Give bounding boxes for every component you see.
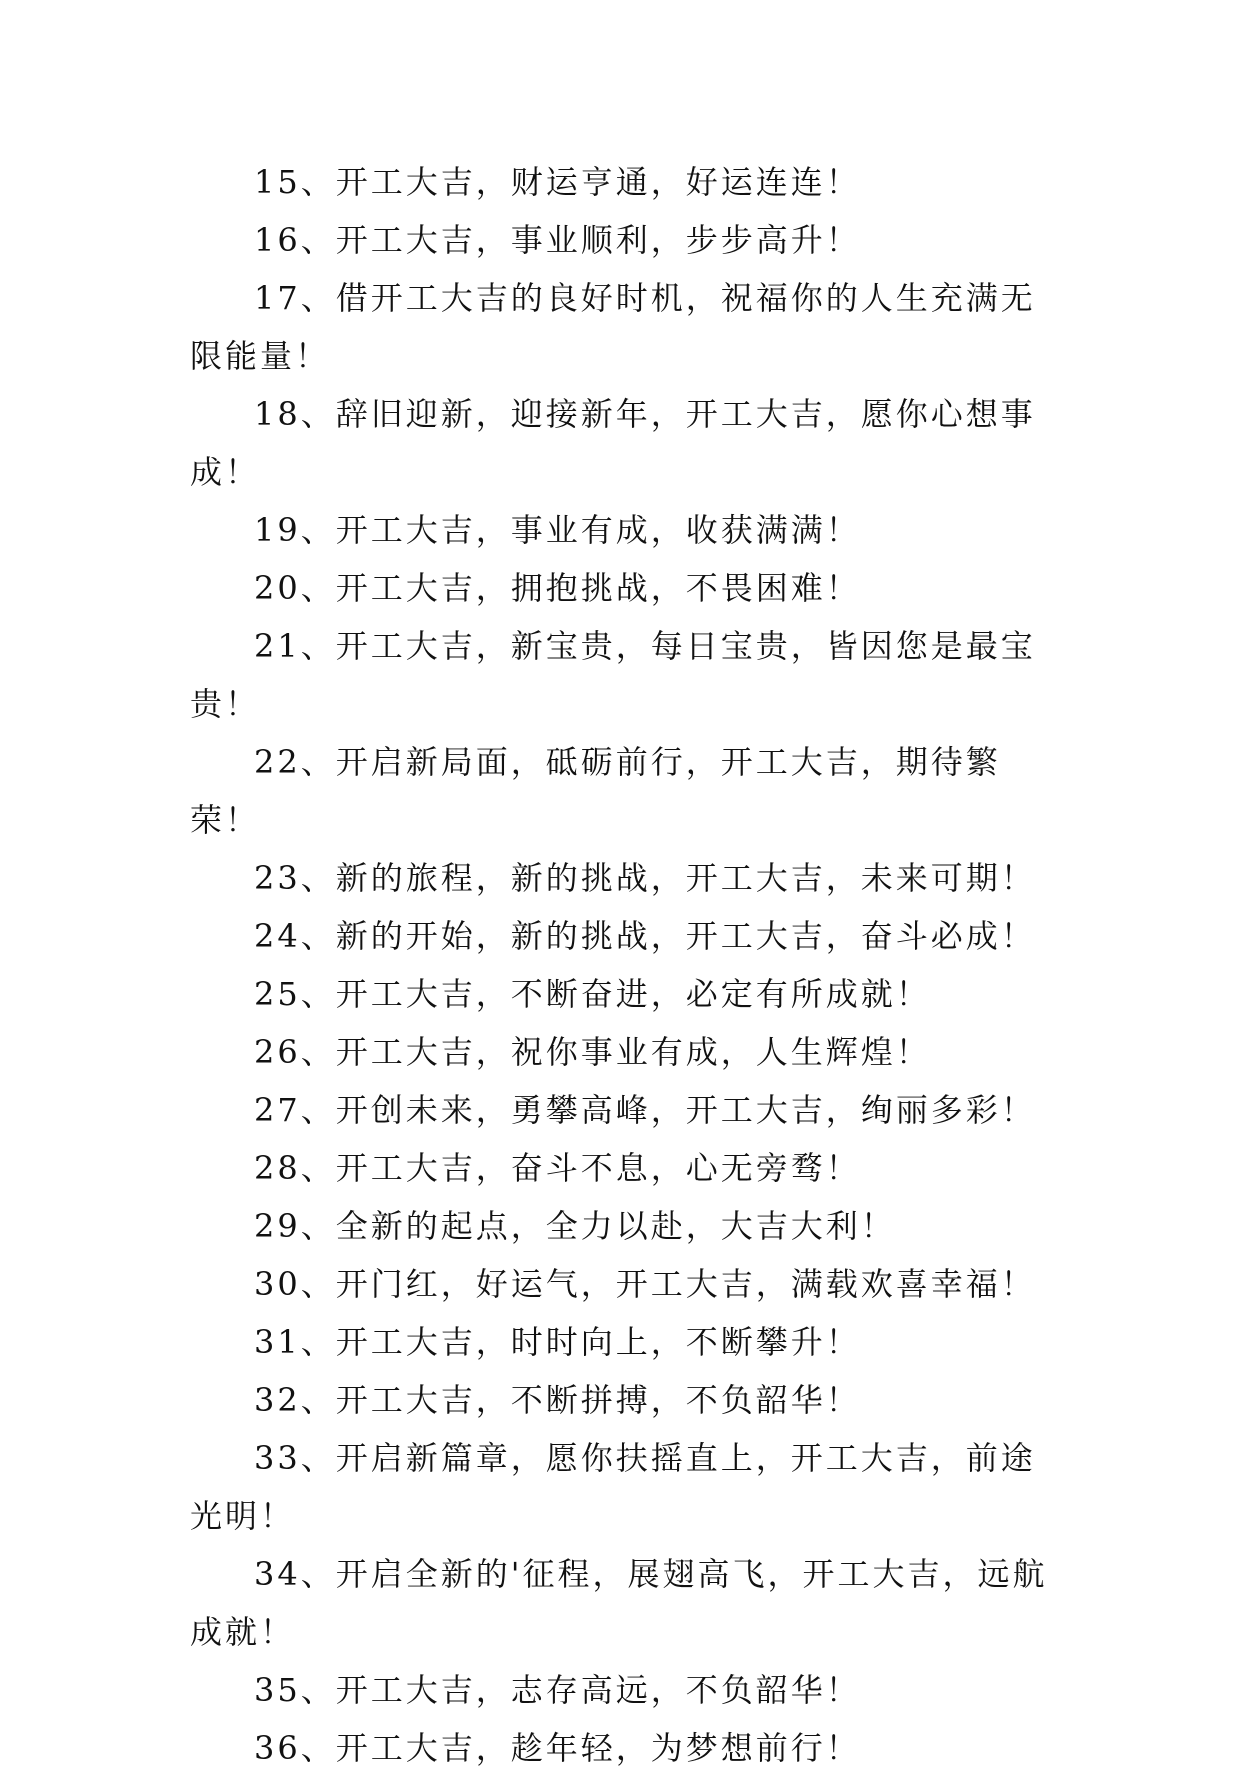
list-item: 22、开启新局面，砥砺前行，开工大吉，期待繁荣！ xyxy=(190,743,1001,839)
list-item: 23、新的旅程，新的挑战，开工大吉，未来可期！ xyxy=(254,859,1036,897)
document-body xyxy=(190,153,1050,1777)
list-item: 33、开启新篇章，愿你扶摇直上，开工大吉，前途光明！ xyxy=(190,1439,1036,1535)
list-item: 27、开创未来，勇攀高峰，开工大吉，绚丽多彩！ xyxy=(254,1091,1036,1129)
list-item: 35、开工大吉，志存高远，不负韶华！ xyxy=(254,1671,861,1709)
list-item: 36、开工大吉，趁年轻，为梦想前行！ xyxy=(254,1729,861,1767)
list-item: 15、开工大吉，财运亨通，好运连连！ xyxy=(254,163,861,201)
list-item: 17、借开工大吉的良好时机，祝福你的人生充满无限能量！ xyxy=(190,279,1036,375)
list-item: 18、辞旧迎新，迎接新年，开工大吉，愿你心想事成！ xyxy=(190,395,1036,491)
list-item: 16、开工大吉，事业顺利，步步高升！ xyxy=(254,221,861,259)
list-item: 31、开工大吉，时时向上，不断攀升！ xyxy=(254,1323,861,1361)
list-item: 21、开工大吉，新宝贵，每日宝贵，皆因您是最宝贵！ xyxy=(190,627,1036,723)
list-item: 32、开工大吉，不断拼搏，不负韶华！ xyxy=(254,1381,861,1419)
list-item: 25、开工大吉，不断奋进，必定有所成就！ xyxy=(254,975,931,1013)
list-item: 29、全新的起点，全力以赴，大吉大利！ xyxy=(254,1207,896,1245)
list-item: 30、开门红，好运气，开工大吉，满载欢喜幸福！ xyxy=(254,1265,1036,1303)
list-item: 19、开工大吉，事业有成，收获满满！ xyxy=(254,511,861,549)
list-item: 20、开工大吉，拥抱挑战，不畏困难！ xyxy=(254,569,861,607)
list-item: 34、开启全新的'征程，展翅高飞，开工大吉，远航成就！ xyxy=(190,1555,1048,1651)
list-item: 28、开工大吉，奋斗不息，心无旁骛！ xyxy=(254,1149,861,1187)
list-item: 24、新的开始，新的挑战，开工大吉，奋斗必成！ xyxy=(254,917,1036,955)
list-item: 26、开工大吉，祝你事业有成，人生辉煌！ xyxy=(254,1033,931,1071)
